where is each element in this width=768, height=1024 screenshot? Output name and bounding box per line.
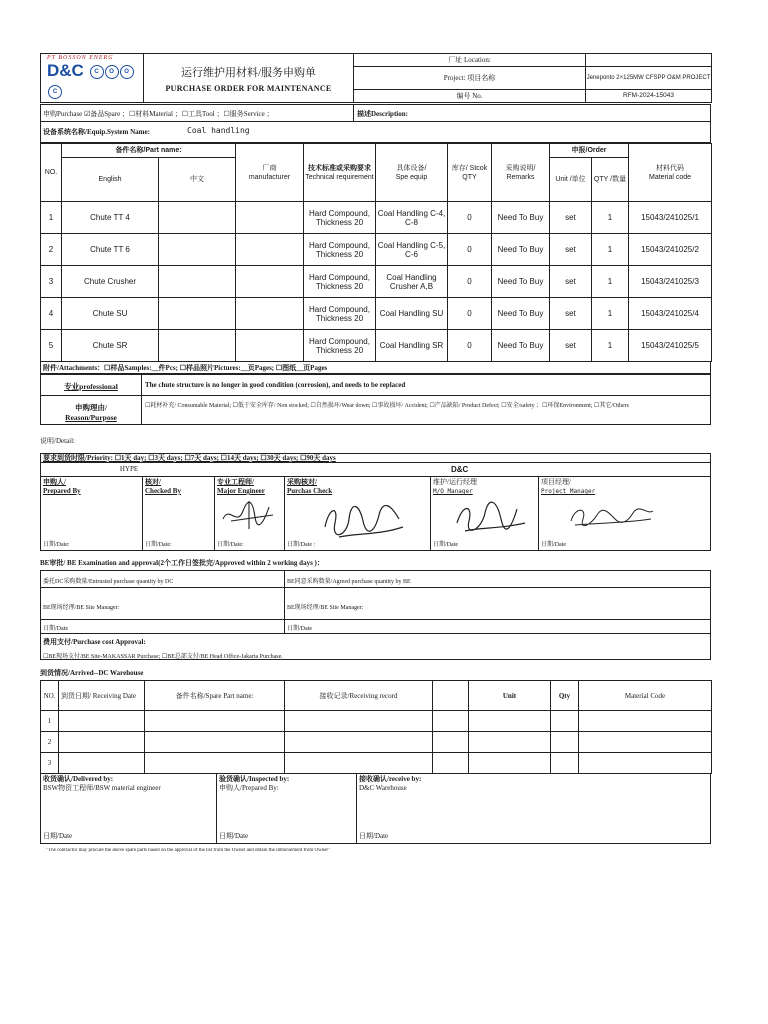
project-value: Jeneponto 2×125MW CFSPP O&M PROJECT — [586, 67, 712, 89]
sig-engineer: 专业工程师/ Major Engineer 日期/Date: — [215, 477, 285, 550]
attachments: 附件/Attachments：☐样品Samples:__件Pcs; ☐样品照片Pictures:__页Pages; ☐图纸__页Pages — [43, 364, 328, 372]
professional-label: 专业professional — [64, 382, 118, 391]
cost-title: 费用支付/Purchase cost Approval: — [43, 638, 146, 646]
dc-label: D&C — [451, 465, 469, 474]
logo-circle-icon: C — [90, 65, 104, 79]
project-label: Project: 项目名称 — [354, 67, 586, 89]
logo-circle-icon: O — [105, 65, 119, 79]
reason-label-en: Reason/Purpose — [65, 413, 117, 422]
col-unit: Unit /单位 — [550, 158, 592, 202]
title-cn: 运行维护用材料/服务申购单 — [180, 66, 317, 79]
sig-project-manager: 项目经理/ Project Manager 日期/Date — [539, 477, 710, 550]
equip-system-row — [40, 121, 711, 143]
location-value — [586, 54, 712, 67]
sig-prepared: 申购人/ Prepared By 日期/Date: — [41, 477, 143, 550]
col-stock: 库存/ Stcok QTY — [448, 144, 492, 202]
items-table — [40, 143, 712, 362]
form-header — [40, 53, 712, 103]
col-material-code: 材料代码 Material code — [629, 144, 712, 202]
priority-row — [40, 453, 711, 463]
table-row: 2 — [41, 732, 712, 753]
number-value: RFM-2024-15043 — [586, 89, 712, 102]
attachments-row — [40, 362, 711, 374]
footnote: "The contractor may procure the above spare parts based on the approval of the list from the Owner and obtain the imbursement from Owner" — [46, 848, 331, 853]
be-date-left: 日期/Date — [43, 626, 68, 632]
logo-text: D&C — [47, 61, 84, 80]
col-technical: 技术标准或采购要求 Technical requirement — [304, 144, 376, 202]
be-site-manager-left: BE现场经理/BE Site Manager: — [43, 605, 120, 611]
be-entrusted: 委托DC采购数量/Entrusted purchase quantity by DC — [43, 579, 174, 585]
table-row: 1 Chute TT 4 Hard Compound, Thickness 20 Coal Handling C-4, C-8 0 Need To Buy set 1 15043/241025/1 — [41, 202, 712, 234]
purchase-signature — [319, 497, 409, 543]
be-agreed: BE同意采购数量/Agreed purchase quantity by BE — [287, 579, 411, 585]
reason-row — [40, 395, 711, 425]
table-row: 3 Chute Crusher Hard Compound, Thickness 20 Coal Handling Crusher A,B 0 Need To Buy set 1 15043/241025/3 — [41, 266, 712, 298]
inspected-by: 验货确认/Inspected by: 申购人/Prepared By: 日期/Date — [217, 774, 357, 843]
project-manager-signature — [567, 503, 657, 531]
col-qty: QTY /数量 — [592, 158, 629, 202]
logo-circle-icon: O — [120, 65, 134, 79]
professional-row — [40, 374, 711, 396]
col-english: English — [62, 158, 159, 202]
company-logo: PT BOSSON ENERG D&C C O OC — [41, 54, 144, 103]
reason-options: ☐耗材补充/ Consumable Material; ☐低于安全库存/ Non stocked; ☐自然损坏/Wear down; ☐事故损坏/ Accident; ☐产品缺陷/ Product Defect; ☐安全/safety ；☐环保Environment; ☐其它/Others — [145, 403, 629, 409]
be-title: BE审批/ BE Examination and approval(2个工作日签批完/Approved within 2 working days )： — [40, 559, 324, 567]
sig-purchase-check: 采购核对/ Purchas Check 日期/Date : — [285, 477, 431, 550]
receive-by: 接收确认/receive by: D&C Warehouse 日期/Date — [359, 775, 422, 840]
signature-grid — [40, 477, 711, 551]
delivered-by: 收货确认/Delivered by: BSW物资工程师/BSW material engineer 日期/Date — [41, 774, 217, 843]
table-row: 4 Chute SU Hard Compound, Thickness 20 Coal Handling SU 0 Need To Buy set 1 15043/241025/4 — [41, 298, 712, 330]
request-type: 申购Purchase ☑备品Spare ；☐材料Material ；☐工具Tool ；☐服务Service ； — [43, 110, 274, 118]
number-label: 编号 No. — [354, 89, 586, 102]
title-en: PURCHASE ORDER FOR MAINTENANCE — [165, 83, 332, 93]
table-row: 2 Chute TT 6 Hard Compound, Thickness 20 Coal Handling C-5, C-6 0 Need To Buy set 1 15043/241025/2 — [41, 234, 712, 266]
table-row: 5 Chute SR Hard Compound, Thickness 20 Coal Handling SR 0 Need To Buy set 1 15043/241025/5 — [41, 330, 712, 362]
hype-label: HYPE — [119, 465, 139, 473]
col-part-name: 备件名称/Part name: — [62, 144, 236, 158]
arrived-title: 到货情况/Arrived--DC Warehouse — [40, 669, 144, 677]
sig-mo-manager: 维护/运行经理 M/O Manager 日期/Date — [431, 477, 539, 550]
be-date-right: 日期/Date — [287, 626, 312, 632]
party-row — [40, 463, 711, 477]
col-remarks: 采购说明/ Remarks — [492, 144, 550, 202]
location-label: 厂址 Location: — [354, 54, 586, 67]
col-chinese: 中文 — [159, 158, 236, 202]
arrival-table: NO. 到货日期/ Receiving Date 备件名称/Spare Part name: 接收记录/Receiving record Unit Qty Material Code 1 2 3 — [40, 680, 712, 774]
col-manufacturer: 厂商 manufacturer — [236, 144, 304, 202]
receipt-grid — [40, 774, 711, 844]
form-title — [144, 54, 354, 103]
be-site-manager-right: BE现场经理/BE Site Manager: — [287, 605, 364, 611]
cost-approval — [40, 634, 711, 660]
priority: 要求到货时限/Priority: ☐1天 day; ☐3天 days; ☐7天 days; ☐14天 days; ☐30天 days; ☐90天 days — [43, 454, 336, 462]
cost-options: ☐BE现场支付/BE Site-MAKASSAR Purchase; ☐BE总部支付/BE Head Office-Jakarta Purchase. — [43, 654, 283, 660]
description-label: 描述Description: — [357, 110, 408, 118]
engineer-signature — [219, 497, 279, 531]
col-no: NO. — [41, 144, 62, 202]
logo-circle-icon: C — [48, 85, 62, 99]
sig-checked: 核对/ Checked By 日期/Date: — [143, 477, 215, 550]
col-order: 申报/Order — [550, 144, 629, 158]
table-row: 3 — [41, 753, 712, 774]
be-approval-grid — [40, 570, 711, 634]
system-label: 设备系统名称/Equip.System Name: — [43, 128, 150, 136]
reason-label-cn: 申购理由/ — [74, 403, 108, 412]
table-row: 1 — [41, 711, 712, 732]
detail-label: 说明/Detail: — [40, 437, 75, 445]
professional-text: The chute structure is no longer in good condition (corrosion), and needs to be replaced — [145, 381, 406, 389]
mo-manager-signature — [451, 495, 531, 537]
request-type-row — [40, 104, 711, 122]
col-spe-equip: 具体设备/ Spe equip — [376, 144, 448, 202]
system-value: Coal handling — [187, 126, 250, 135]
